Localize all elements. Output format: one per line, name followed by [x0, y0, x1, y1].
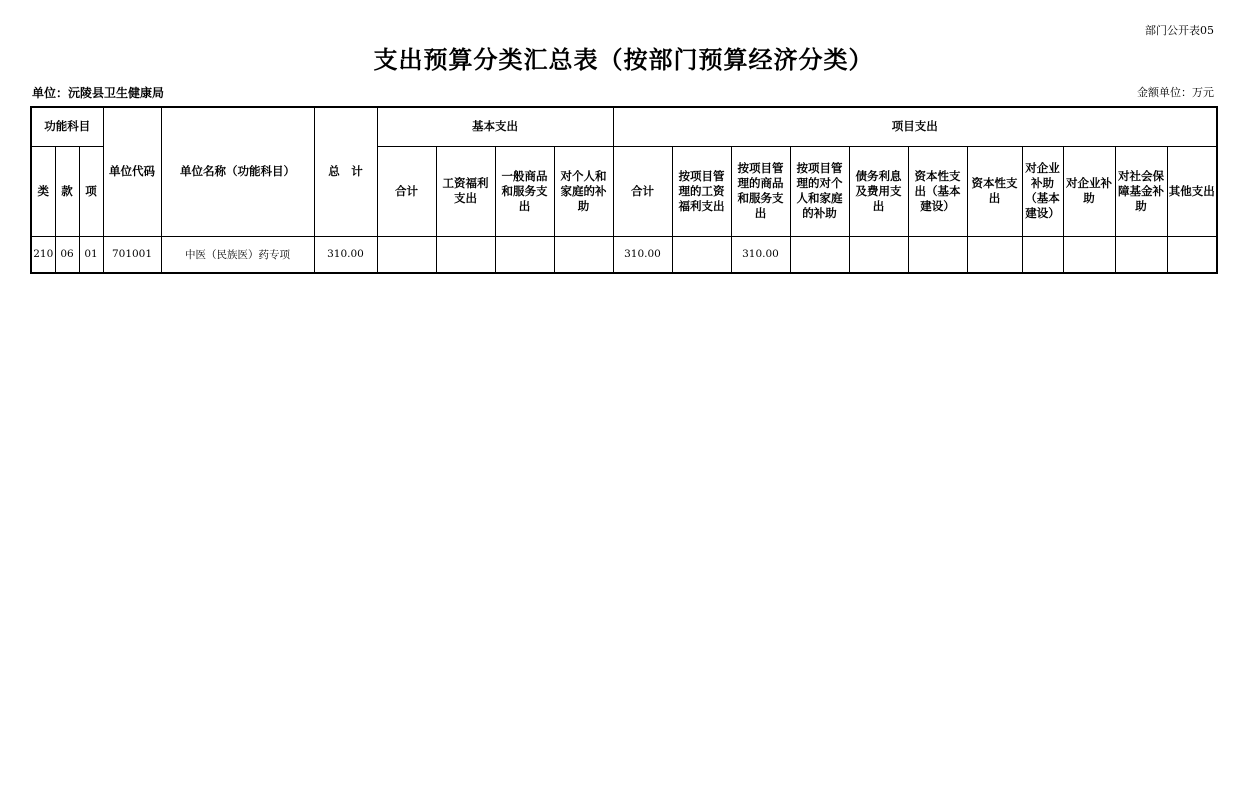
project-cell — [849, 236, 908, 273]
func-subject-header: 功能科目 — [31, 107, 103, 146]
project-cell — [908, 236, 967, 273]
project-col-header: 资本性支出 — [967, 146, 1022, 236]
project-col-header: 合计 — [613, 146, 672, 236]
kuan-cell: 06 — [55, 236, 79, 273]
lei-header: 类 — [31, 146, 55, 236]
project-expenditure-header: 项目支出 — [613, 107, 1217, 146]
project-col-header: 其他支出 — [1167, 146, 1217, 236]
project-col-header: 对社会保障基金补助 — [1115, 146, 1167, 236]
project-cell — [1063, 236, 1115, 273]
project-cell — [1022, 236, 1063, 273]
project-col-header: 按项目管理的商品和服务支出 — [731, 146, 790, 236]
header-row-1 — [31, 107, 1217, 146]
project-cell — [790, 236, 849, 273]
project-cell: 310.00 — [731, 236, 790, 273]
project-col-header: 对企业补助 — [1063, 146, 1115, 236]
basic-col-header: 对个人和家庭的补助 — [554, 146, 613, 236]
form-number: 部门公开表05 — [1145, 24, 1214, 37]
table-row — [31, 236, 1217, 273]
basic-col-header: 合计 — [377, 146, 436, 236]
project-cell: 310.00 — [613, 236, 672, 273]
unit-name-cell: 中医（民族医）药专项 — [161, 236, 314, 273]
budget-table — [30, 106, 1218, 274]
project-cell — [672, 236, 731, 273]
project-cell — [1115, 236, 1167, 273]
basic-cell — [377, 236, 436, 273]
total-cell: 310.00 — [314, 236, 377, 273]
project-col-header: 按项目管理的对个人和家庭的补助 — [790, 146, 849, 236]
xiang-cell: 01 — [79, 236, 103, 273]
xiang-header: 项 — [79, 146, 103, 236]
basic-expenditure-header: 基本支出 — [377, 107, 613, 146]
project-col-header: 按项目管理的工资福利支出 — [672, 146, 731, 236]
project-cell — [1167, 236, 1217, 273]
project-cell — [967, 236, 1022, 273]
unit-label: 单位：沅陵县卫生健康局 — [32, 86, 165, 100]
page-title: 支出预算分类汇总表（按部门预算经济分类） — [373, 46, 874, 74]
total-header: 总 计 — [314, 107, 377, 236]
project-col-header: 债务利息及费用支出 — [849, 146, 908, 236]
basic-cell — [436, 236, 495, 273]
lei-cell: 210 — [31, 236, 55, 273]
kuan-header: 款 — [55, 146, 79, 236]
basic-col-header: 工资福利支出 — [436, 146, 495, 236]
basic-cell — [495, 236, 554, 273]
unit-code-cell: 701001 — [103, 236, 161, 273]
project-col-header: 对企业补助（基本建设） — [1022, 146, 1063, 236]
unit-name-header: 单位名称（功能科目） — [161, 107, 314, 236]
basic-cell — [554, 236, 613, 273]
amount-unit-label: 金额单位：万元 — [1137, 86, 1214, 99]
project-col-header: 资本性支出（基本建设） — [908, 146, 967, 236]
basic-col-header: 一般商品和服务支出 — [495, 146, 554, 236]
unit-code-header: 单位代码 — [103, 107, 161, 236]
